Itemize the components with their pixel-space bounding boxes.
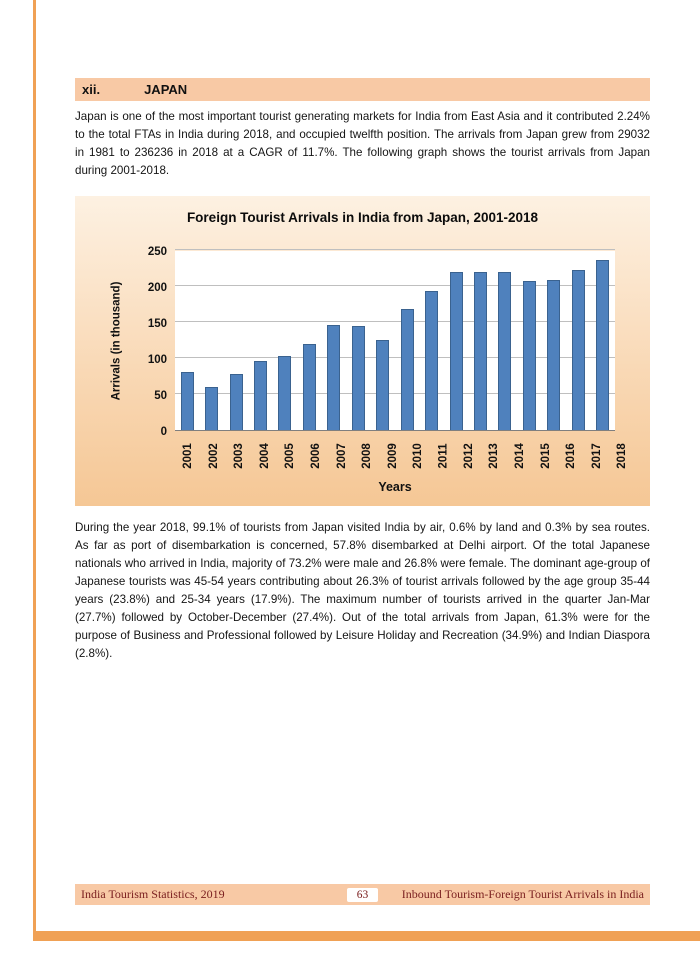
- bar-2010: [401, 309, 414, 430]
- bar-2006: [303, 344, 316, 430]
- x-tick-label-2001: 2001: [181, 443, 194, 469]
- y-tick-labels: [127, 246, 171, 438]
- x-tick-label-2005: 2005: [284, 443, 297, 469]
- x-tick-label-2018: 2018: [616, 443, 629, 469]
- y-tick-label: 250: [147, 246, 167, 258]
- footer-left-text: India Tourism Statistics, 2019: [81, 887, 225, 901]
- x-tick-label-2004: 2004: [258, 443, 271, 469]
- plot-area: [175, 251, 615, 431]
- x-axis-title: Years: [378, 480, 412, 494]
- y-tick-label: 100: [147, 354, 167, 366]
- bar-2017: [572, 270, 585, 430]
- page-border-bottom: [33, 931, 700, 941]
- x-tick-label-2008: 2008: [360, 443, 373, 469]
- y-tick-label: 150: [147, 318, 167, 330]
- y-tick-label: 200: [147, 282, 167, 294]
- bar-2004: [254, 361, 267, 430]
- bar-2013: [474, 272, 487, 430]
- section-header: [75, 78, 650, 101]
- section-number: xii.: [82, 82, 101, 97]
- x-tick-label-2016: 2016: [565, 443, 578, 469]
- bar-2007: [327, 325, 340, 430]
- footer-right-text: Inbound Tourism-Foreign Tourist Arrivals in India: [401, 887, 644, 901]
- section-title: JAPAN: [144, 82, 188, 97]
- page-number: 63: [347, 888, 379, 902]
- x-tick-label-2009: 2009: [386, 443, 399, 469]
- bar-2003: [230, 374, 243, 430]
- gridline: [175, 249, 615, 250]
- bar-2001: [181, 372, 194, 430]
- bar-2009: [376, 340, 389, 430]
- chart-title: Foreign Tourist Arrivals in India from Japan, 2001-2018: [186, 210, 539, 225]
- x-tick-label-2007: 2007: [335, 443, 348, 469]
- bars: [175, 251, 615, 430]
- y-tick-label: 50: [154, 390, 167, 402]
- y-tick-label: 0: [160, 426, 167, 438]
- bar-2016: [547, 280, 560, 430]
- y-axis-title-text: Arrivals (in thousand): [110, 281, 123, 401]
- x-tick-labels: [175, 434, 629, 478]
- bar-2018: [596, 260, 609, 430]
- page-border-left: [33, 0, 36, 941]
- x-tick-label-2011: 2011: [437, 443, 450, 469]
- page-footer: [75, 884, 650, 905]
- bar-2005: [278, 356, 291, 430]
- x-tick-label-2012: 2012: [462, 443, 475, 469]
- bar-2008: [352, 326, 365, 430]
- x-tick-label-2002: 2002: [207, 443, 220, 469]
- bar-2002: [205, 387, 218, 430]
- x-tick-label-2014: 2014: [513, 443, 526, 469]
- arrivals-bar-chart: [75, 196, 650, 506]
- intro-paragraph: Japan is one of the most important tourist generating markets for India from East Asia and it contributed 2.24% to the total FTAs in India during 2018, and occupied twelfth position. The arrivals from Japan grew from 29032 in 1981 to 236236 in 2018 at a CAGR of 11.7%. The following graph shows the tourist arrivals from Japan during 2001-2018.: [75, 110, 650, 177]
- bar-2011: [425, 291, 438, 430]
- x-tick-label-2013: 2013: [488, 443, 501, 469]
- x-tick-label-2017: 2017: [590, 443, 603, 469]
- bar-2012: [450, 272, 463, 430]
- bar-2015: [523, 281, 536, 430]
- x-tick-label-2003: 2003: [232, 443, 245, 469]
- bar-2014: [498, 272, 511, 430]
- x-tick-label-2010: 2010: [412, 443, 425, 469]
- y-axis-title: [105, 251, 127, 431]
- details-paragraph: During the year 2018, 99.1% of tourists from Japan visited India by air, 0.6% by land and 0.3% by sea routes. As far as port of disembarkation is concerned, 57.8% disembarked at Delhi airport. Of the total Japanese nationals who arrived in India, majority of 73.2% were male and 26.8% were female. The dominant age-group of Japanese tourists was 45-54 years contributing about 26.3% of tourist arrivals followed by the age group 35-44 years (23.8%) and 25-34 years (17.9%). The maximum number of tourists arrived in the quarter Jan-Mar (27.7%) followed by October-December (27.4%). Out of the total arrivals from Japan, 61.3% were for the purpose of Business and Professional followed by Leisure Holiday and Recreation (34.9%) and Indian Diaspora (2.8%).: [75, 521, 650, 660]
- x-tick-label-2006: 2006: [309, 443, 322, 469]
- x-tick-label-2015: 2015: [539, 443, 552, 469]
